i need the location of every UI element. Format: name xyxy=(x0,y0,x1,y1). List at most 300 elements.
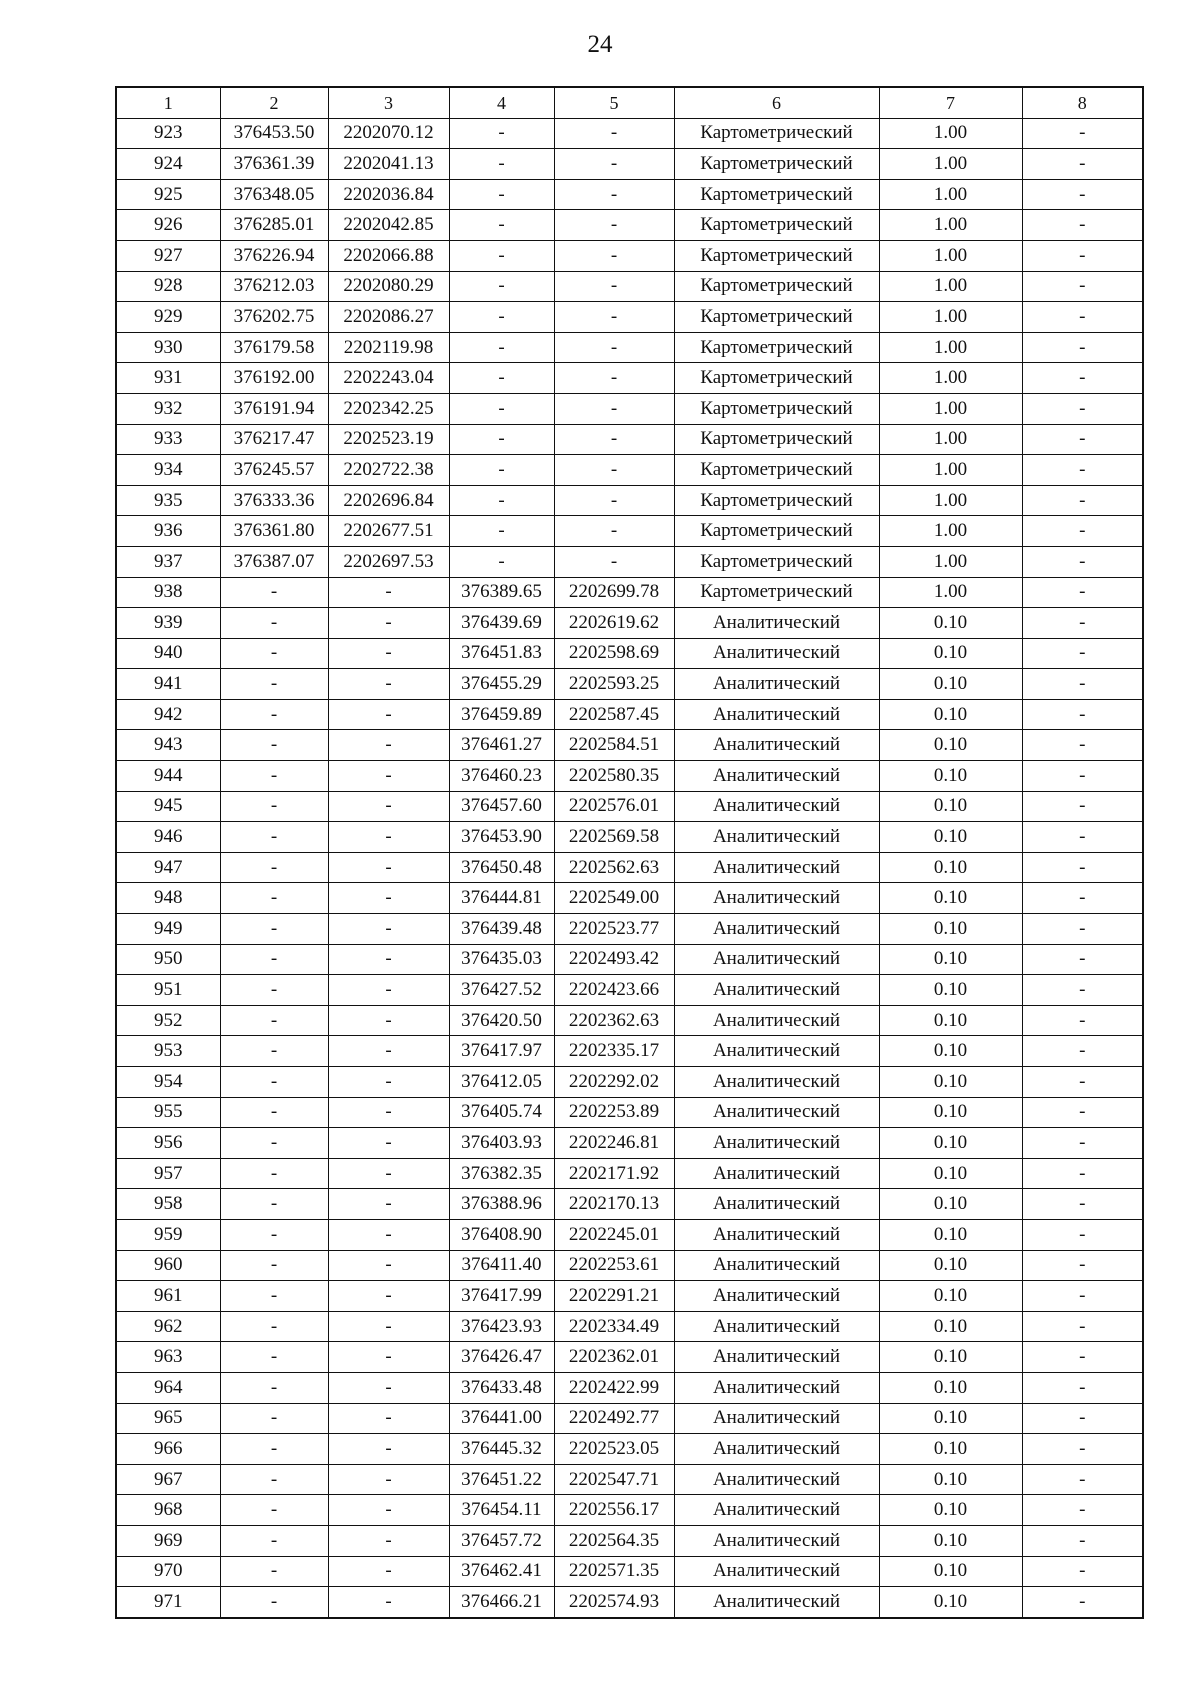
cell-y-coordinate: 2202066.88 xyxy=(328,240,449,271)
cell-x-coordinate-new: - xyxy=(449,455,554,486)
cell-method: Аналитический xyxy=(674,1403,879,1434)
cell-y-coordinate-new: - xyxy=(554,179,674,210)
cell-x-coordinate-new: 376460.23 xyxy=(449,761,554,792)
cell-note: - xyxy=(1022,1403,1143,1434)
cell-accuracy: 0.10 xyxy=(879,1403,1022,1434)
cell-method: Аналитический xyxy=(674,1587,879,1618)
cell-method: Картометрический xyxy=(674,485,879,516)
cell-y-coordinate: - xyxy=(328,1158,449,1189)
cell-accuracy: 0.10 xyxy=(879,1005,1022,1036)
cell-y-coordinate: - xyxy=(328,730,449,761)
cell-method: Аналитический xyxy=(674,975,879,1006)
cell-method: Картометрический xyxy=(674,393,879,424)
cell-y-coordinate: 2202523.19 xyxy=(328,424,449,455)
cell-note: - xyxy=(1022,485,1143,516)
cell-note: - xyxy=(1022,363,1143,394)
cell-point-number: 936 xyxy=(116,516,220,547)
cell-method: Аналитический xyxy=(674,1495,879,1526)
cell-accuracy: 0.10 xyxy=(879,1311,1022,1342)
cell-y-coordinate: 2202243.04 xyxy=(328,363,449,394)
cell-x-coordinate-new: 376426.47 xyxy=(449,1342,554,1373)
cell-y-coordinate-new: 2202170.13 xyxy=(554,1189,674,1220)
cell-y-coordinate: - xyxy=(328,1128,449,1159)
cell-accuracy: 1.00 xyxy=(879,363,1022,394)
cell-y-coordinate: - xyxy=(328,1372,449,1403)
cell-note: - xyxy=(1022,1342,1143,1373)
cell-method: Картометрический xyxy=(674,516,879,547)
table-row xyxy=(116,240,1143,271)
cell-y-coordinate-new: 2202576.01 xyxy=(554,791,674,822)
column-header-y-coordinate: 3 xyxy=(328,87,449,118)
cell-x-coordinate: - xyxy=(220,1219,328,1250)
cell-x-coordinate: 376192.00 xyxy=(220,363,328,394)
cell-x-coordinate: - xyxy=(220,1587,328,1618)
table-row xyxy=(116,1158,1143,1189)
cell-y-coordinate-new: - xyxy=(554,393,674,424)
table-row xyxy=(116,975,1143,1006)
header-row xyxy=(116,87,1143,118)
cell-y-coordinate-new: - xyxy=(554,240,674,271)
cell-x-coordinate: - xyxy=(220,1128,328,1159)
cell-x-coordinate-new: 376451.83 xyxy=(449,638,554,669)
cell-note: - xyxy=(1022,944,1143,975)
cell-note: - xyxy=(1022,424,1143,455)
cell-x-coordinate: - xyxy=(220,1067,328,1098)
cell-accuracy: 0.10 xyxy=(879,975,1022,1006)
cell-y-coordinate: - xyxy=(328,1281,449,1312)
cell-x-coordinate: - xyxy=(220,1495,328,1526)
cell-accuracy: 0.10 xyxy=(879,944,1022,975)
cell-y-coordinate: - xyxy=(328,1403,449,1434)
column-header-note: 8 xyxy=(1022,87,1143,118)
cell-accuracy: 0.10 xyxy=(879,1067,1022,1098)
cell-accuracy: 0.10 xyxy=(879,1219,1022,1250)
cell-note: - xyxy=(1022,1036,1143,1067)
cell-note: - xyxy=(1022,1495,1143,1526)
cell-note: - xyxy=(1022,608,1143,639)
table-row xyxy=(116,455,1143,486)
cell-x-coordinate: 376285.01 xyxy=(220,210,328,241)
cell-accuracy: 1.00 xyxy=(879,271,1022,302)
cell-x-coordinate: - xyxy=(220,669,328,700)
cell-x-coordinate-new: 376450.48 xyxy=(449,852,554,883)
cell-accuracy: 0.10 xyxy=(879,852,1022,883)
cell-x-coordinate: - xyxy=(220,1556,328,1587)
cell-method: Картометрический xyxy=(674,363,879,394)
table-row xyxy=(116,1005,1143,1036)
cell-note: - xyxy=(1022,1250,1143,1281)
cell-x-coordinate: 376212.03 xyxy=(220,271,328,302)
cell-point-number: 930 xyxy=(116,332,220,363)
table-row xyxy=(116,179,1143,210)
cell-accuracy: 1.00 xyxy=(879,577,1022,608)
cell-y-coordinate-new: 2202292.02 xyxy=(554,1067,674,1098)
cell-y-coordinate: - xyxy=(328,1219,449,1250)
cell-y-coordinate: 2202342.25 xyxy=(328,393,449,424)
cell-x-coordinate-new: - xyxy=(449,210,554,241)
cell-method: Картометрический xyxy=(674,179,879,210)
table-row xyxy=(116,577,1143,608)
cell-y-coordinate: - xyxy=(328,638,449,669)
cell-accuracy: 1.00 xyxy=(879,210,1022,241)
cell-note: - xyxy=(1022,118,1143,149)
cell-y-coordinate: 2202722.38 xyxy=(328,455,449,486)
cell-y-coordinate-new: 2202523.77 xyxy=(554,914,674,945)
cell-method: Аналитический xyxy=(674,1250,879,1281)
cell-point-number: 932 xyxy=(116,393,220,424)
cell-method: Аналитический xyxy=(674,1158,879,1189)
cell-note: - xyxy=(1022,699,1143,730)
cell-y-coordinate-new: - xyxy=(554,546,674,577)
cell-accuracy: 0.10 xyxy=(879,730,1022,761)
table-row xyxy=(116,1372,1143,1403)
cell-note: - xyxy=(1022,210,1143,241)
cell-y-coordinate-new: 2202334.49 xyxy=(554,1311,674,1342)
cell-y-coordinate: - xyxy=(328,1036,449,1067)
cell-x-coordinate: - xyxy=(220,1281,328,1312)
table-row xyxy=(116,516,1143,547)
cell-method: Аналитический xyxy=(674,1036,879,1067)
cell-method: Аналитический xyxy=(674,791,879,822)
cell-point-number: 947 xyxy=(116,852,220,883)
cell-x-coordinate-new: - xyxy=(449,118,554,149)
cell-method: Картометрический xyxy=(674,546,879,577)
cell-x-coordinate: - xyxy=(220,791,328,822)
cell-method: Аналитический xyxy=(674,1128,879,1159)
cell-note: - xyxy=(1022,1067,1143,1098)
cell-y-coordinate: - xyxy=(328,1342,449,1373)
cell-accuracy: 0.10 xyxy=(879,1342,1022,1373)
cell-point-number: 940 xyxy=(116,638,220,669)
cell-note: - xyxy=(1022,332,1143,363)
cell-x-coordinate: 376333.36 xyxy=(220,485,328,516)
cell-point-number: 958 xyxy=(116,1189,220,1220)
cell-x-coordinate-new: 376453.90 xyxy=(449,822,554,853)
cell-x-coordinate: - xyxy=(220,1525,328,1556)
table-row xyxy=(116,271,1143,302)
cell-method: Картометрический xyxy=(674,332,879,363)
cell-note: - xyxy=(1022,1434,1143,1465)
cell-y-coordinate: - xyxy=(328,699,449,730)
cell-y-coordinate-new: 2202523.05 xyxy=(554,1434,674,1465)
cell-x-coordinate-new: 376439.48 xyxy=(449,914,554,945)
cell-x-coordinate: - xyxy=(220,852,328,883)
cell-note: - xyxy=(1022,240,1143,271)
cell-note: - xyxy=(1022,179,1143,210)
table-row xyxy=(116,149,1143,180)
cell-point-number: 924 xyxy=(116,149,220,180)
cell-y-coordinate: - xyxy=(328,669,449,700)
column-header-method: 6 xyxy=(674,87,879,118)
cell-y-coordinate: - xyxy=(328,1005,449,1036)
table-row xyxy=(116,1097,1143,1128)
cell-note: - xyxy=(1022,1556,1143,1587)
cell-method: Аналитический xyxy=(674,1464,879,1495)
cell-note: - xyxy=(1022,791,1143,822)
table-row xyxy=(116,1250,1143,1281)
cell-method: Аналитический xyxy=(674,1342,879,1373)
cell-accuracy: 1.00 xyxy=(879,149,1022,180)
cell-y-coordinate: 2202696.84 xyxy=(328,485,449,516)
cell-y-coordinate: 2202086.27 xyxy=(328,302,449,333)
table-row xyxy=(116,1128,1143,1159)
cell-x-coordinate: 376179.58 xyxy=(220,332,328,363)
cell-method: Аналитический xyxy=(674,1067,879,1098)
cell-method: Аналитический xyxy=(674,1005,879,1036)
cell-y-coordinate-new: - xyxy=(554,271,674,302)
cell-y-coordinate-new: - xyxy=(554,424,674,455)
cell-y-coordinate: 2202119.98 xyxy=(328,332,449,363)
table-header xyxy=(116,87,1143,118)
cell-point-number: 949 xyxy=(116,914,220,945)
cell-x-coordinate: - xyxy=(220,608,328,639)
cell-accuracy: 0.10 xyxy=(879,1036,1022,1067)
cell-note: - xyxy=(1022,1372,1143,1403)
table-row xyxy=(116,1434,1143,1465)
cell-y-coordinate: - xyxy=(328,975,449,1006)
cell-x-coordinate-new: 376427.52 xyxy=(449,975,554,1006)
cell-x-coordinate-new: 376417.99 xyxy=(449,1281,554,1312)
cell-method: Аналитический xyxy=(674,1372,879,1403)
table-row xyxy=(116,363,1143,394)
table-row xyxy=(116,1587,1143,1618)
table-row xyxy=(116,1281,1143,1312)
column-header-point-number: 1 xyxy=(116,87,220,118)
cell-x-coordinate-new: 376457.72 xyxy=(449,1525,554,1556)
cell-note: - xyxy=(1022,1189,1143,1220)
cell-x-coordinate: - xyxy=(220,730,328,761)
cell-x-coordinate: - xyxy=(220,883,328,914)
table-row xyxy=(116,852,1143,883)
cell-method: Аналитический xyxy=(674,1281,879,1312)
table-row xyxy=(116,608,1143,639)
cell-note: - xyxy=(1022,393,1143,424)
table-row xyxy=(116,791,1143,822)
cell-point-number: 953 xyxy=(116,1036,220,1067)
cell-x-coordinate: - xyxy=(220,1005,328,1036)
cell-y-coordinate-new: 2202699.78 xyxy=(554,577,674,608)
cell-accuracy: 0.10 xyxy=(879,1281,1022,1312)
cell-y-coordinate-new: 2202362.63 xyxy=(554,1005,674,1036)
cell-point-number: 929 xyxy=(116,302,220,333)
column-header-y-coordinate-new: 5 xyxy=(554,87,674,118)
cell-point-number: 948 xyxy=(116,883,220,914)
cell-point-number: 928 xyxy=(116,271,220,302)
cell-x-coordinate: - xyxy=(220,944,328,975)
cell-x-coordinate: - xyxy=(220,1464,328,1495)
cell-y-coordinate-new: 2202556.17 xyxy=(554,1495,674,1526)
cell-y-coordinate: - xyxy=(328,822,449,853)
cell-y-coordinate-new: 2202171.92 xyxy=(554,1158,674,1189)
cell-y-coordinate: - xyxy=(328,1311,449,1342)
cell-x-coordinate: - xyxy=(220,1434,328,1465)
cell-x-coordinate: - xyxy=(220,699,328,730)
cell-x-coordinate-new: 376412.05 xyxy=(449,1067,554,1098)
cell-x-coordinate: - xyxy=(220,577,328,608)
cell-y-coordinate-new: - xyxy=(554,332,674,363)
cell-point-number: 935 xyxy=(116,485,220,516)
cell-note: - xyxy=(1022,638,1143,669)
cell-y-coordinate: - xyxy=(328,608,449,639)
cell-accuracy: 0.10 xyxy=(879,914,1022,945)
cell-x-coordinate-new: 376445.32 xyxy=(449,1434,554,1465)
cell-x-coordinate-new: - xyxy=(449,516,554,547)
cell-x-coordinate: 376453.50 xyxy=(220,118,328,149)
cell-x-coordinate-new: 376455.29 xyxy=(449,669,554,700)
cell-x-coordinate: 376217.47 xyxy=(220,424,328,455)
cell-accuracy: 1.00 xyxy=(879,302,1022,333)
cell-point-number: 957 xyxy=(116,1158,220,1189)
cell-x-coordinate-new: 376403.93 xyxy=(449,1128,554,1159)
table-row xyxy=(116,1495,1143,1526)
table-row xyxy=(116,669,1143,700)
cell-y-coordinate-new: - xyxy=(554,363,674,394)
cell-point-number: 927 xyxy=(116,240,220,271)
cell-y-coordinate: - xyxy=(328,883,449,914)
coordinates-table xyxy=(115,86,1144,1619)
table-row xyxy=(116,424,1143,455)
cell-y-coordinate-new: 2202492.77 xyxy=(554,1403,674,1434)
cell-accuracy: 0.10 xyxy=(879,669,1022,700)
cell-point-number: 951 xyxy=(116,975,220,1006)
cell-point-number: 952 xyxy=(116,1005,220,1036)
cell-note: - xyxy=(1022,455,1143,486)
cell-point-number: 937 xyxy=(116,546,220,577)
cell-note: - xyxy=(1022,975,1143,1006)
cell-accuracy: 1.00 xyxy=(879,424,1022,455)
cell-method: Аналитический xyxy=(674,944,879,975)
cell-accuracy: 1.00 xyxy=(879,332,1022,363)
cell-x-coordinate-new: 376435.03 xyxy=(449,944,554,975)
column-header-x-coordinate: 2 xyxy=(220,87,328,118)
cell-y-coordinate: - xyxy=(328,944,449,975)
cell-point-number: 954 xyxy=(116,1067,220,1098)
cell-y-coordinate: 2202042.85 xyxy=(328,210,449,241)
cell-y-coordinate: 2202036.84 xyxy=(328,179,449,210)
cell-y-coordinate-new: 2202580.35 xyxy=(554,761,674,792)
cell-note: - xyxy=(1022,577,1143,608)
cell-note: - xyxy=(1022,1311,1143,1342)
cell-y-coordinate: - xyxy=(328,914,449,945)
cell-x-coordinate-new: 376451.22 xyxy=(449,1464,554,1495)
cell-y-coordinate-new: - xyxy=(554,455,674,486)
table-row xyxy=(116,1036,1143,1067)
cell-x-coordinate-new: 376420.50 xyxy=(449,1005,554,1036)
cell-y-coordinate-new: 2202253.89 xyxy=(554,1097,674,1128)
table-row xyxy=(116,118,1143,149)
cell-y-coordinate-new: 2202335.17 xyxy=(554,1036,674,1067)
cell-x-coordinate: - xyxy=(220,1097,328,1128)
cell-x-coordinate-new: - xyxy=(449,485,554,516)
cell-y-coordinate: 2202697.53 xyxy=(328,546,449,577)
cell-x-coordinate: - xyxy=(220,638,328,669)
cell-accuracy: 1.00 xyxy=(879,516,1022,547)
table-row xyxy=(116,1189,1143,1220)
cell-point-number: 967 xyxy=(116,1464,220,1495)
cell-point-number: 933 xyxy=(116,424,220,455)
cell-point-number: 966 xyxy=(116,1434,220,1465)
cell-x-coordinate-new: 376457.60 xyxy=(449,791,554,822)
cell-x-coordinate-new: 376441.00 xyxy=(449,1403,554,1434)
cell-note: - xyxy=(1022,1525,1143,1556)
cell-note: - xyxy=(1022,761,1143,792)
cell-x-coordinate: - xyxy=(220,1342,328,1373)
cell-y-coordinate-new: 2202423.66 xyxy=(554,975,674,1006)
cell-x-coordinate-new: 376461.27 xyxy=(449,730,554,761)
cell-point-number: 963 xyxy=(116,1342,220,1373)
cell-accuracy: 0.10 xyxy=(879,1158,1022,1189)
cell-note: - xyxy=(1022,302,1143,333)
cell-note: - xyxy=(1022,1005,1143,1036)
cell-x-coordinate: 376226.94 xyxy=(220,240,328,271)
cell-y-coordinate-new: 2202574.93 xyxy=(554,1587,674,1618)
table-row xyxy=(116,638,1143,669)
cell-accuracy: 0.10 xyxy=(879,1587,1022,1618)
cell-y-coordinate-new: 2202571.35 xyxy=(554,1556,674,1587)
cell-method: Аналитический xyxy=(674,699,879,730)
cell-method: Аналитический xyxy=(674,1556,879,1587)
cell-method: Аналитический xyxy=(674,1189,879,1220)
cell-point-number: 961 xyxy=(116,1281,220,1312)
table-row xyxy=(116,1403,1143,1434)
cell-y-coordinate-new: 2202619.62 xyxy=(554,608,674,639)
cell-x-coordinate-new: 376423.93 xyxy=(449,1311,554,1342)
cell-point-number: 956 xyxy=(116,1128,220,1159)
cell-method: Аналитический xyxy=(674,638,879,669)
cell-method: Аналитический xyxy=(674,1311,879,1342)
cell-point-number: 960 xyxy=(116,1250,220,1281)
cell-x-coordinate-new: 376405.74 xyxy=(449,1097,554,1128)
cell-y-coordinate: 2202070.12 xyxy=(328,118,449,149)
cell-accuracy: 0.10 xyxy=(879,699,1022,730)
cell-x-coordinate-new: - xyxy=(449,240,554,271)
cell-y-coordinate-new: 2202547.71 xyxy=(554,1464,674,1495)
cell-x-coordinate-new: 376389.65 xyxy=(449,577,554,608)
table-row xyxy=(116,944,1143,975)
cell-point-number: 971 xyxy=(116,1587,220,1618)
cell-accuracy: 0.10 xyxy=(879,638,1022,669)
cell-x-coordinate-new: 376466.21 xyxy=(449,1587,554,1618)
cell-x-coordinate: - xyxy=(220,761,328,792)
cell-y-coordinate: - xyxy=(328,1067,449,1098)
cell-note: - xyxy=(1022,149,1143,180)
cell-method: Аналитический xyxy=(674,914,879,945)
cell-x-coordinate-new: 376454.11 xyxy=(449,1495,554,1526)
cell-x-coordinate-new: 376433.48 xyxy=(449,1372,554,1403)
cell-y-coordinate-new: - xyxy=(554,210,674,241)
cell-y-coordinate-new: - xyxy=(554,485,674,516)
table-row xyxy=(116,1311,1143,1342)
cell-x-coordinate-new: - xyxy=(449,179,554,210)
cell-y-coordinate: 2202080.29 xyxy=(328,271,449,302)
cell-note: - xyxy=(1022,822,1143,853)
cell-point-number: 923 xyxy=(116,118,220,149)
cell-method: Аналитический xyxy=(674,1097,879,1128)
cell-point-number: 944 xyxy=(116,761,220,792)
cell-x-coordinate-new: - xyxy=(449,546,554,577)
cell-accuracy: 0.10 xyxy=(879,1464,1022,1495)
cell-y-coordinate: - xyxy=(328,577,449,608)
table-row xyxy=(116,1067,1143,1098)
cell-y-coordinate-new: - xyxy=(554,118,674,149)
table-row xyxy=(116,1525,1143,1556)
cell-point-number: 926 xyxy=(116,210,220,241)
cell-y-coordinate-new: 2202564.35 xyxy=(554,1525,674,1556)
table-row xyxy=(116,210,1143,241)
cell-y-coordinate-new: 2202253.61 xyxy=(554,1250,674,1281)
cell-accuracy: 0.10 xyxy=(879,1250,1022,1281)
cell-method: Аналитический xyxy=(674,1219,879,1250)
